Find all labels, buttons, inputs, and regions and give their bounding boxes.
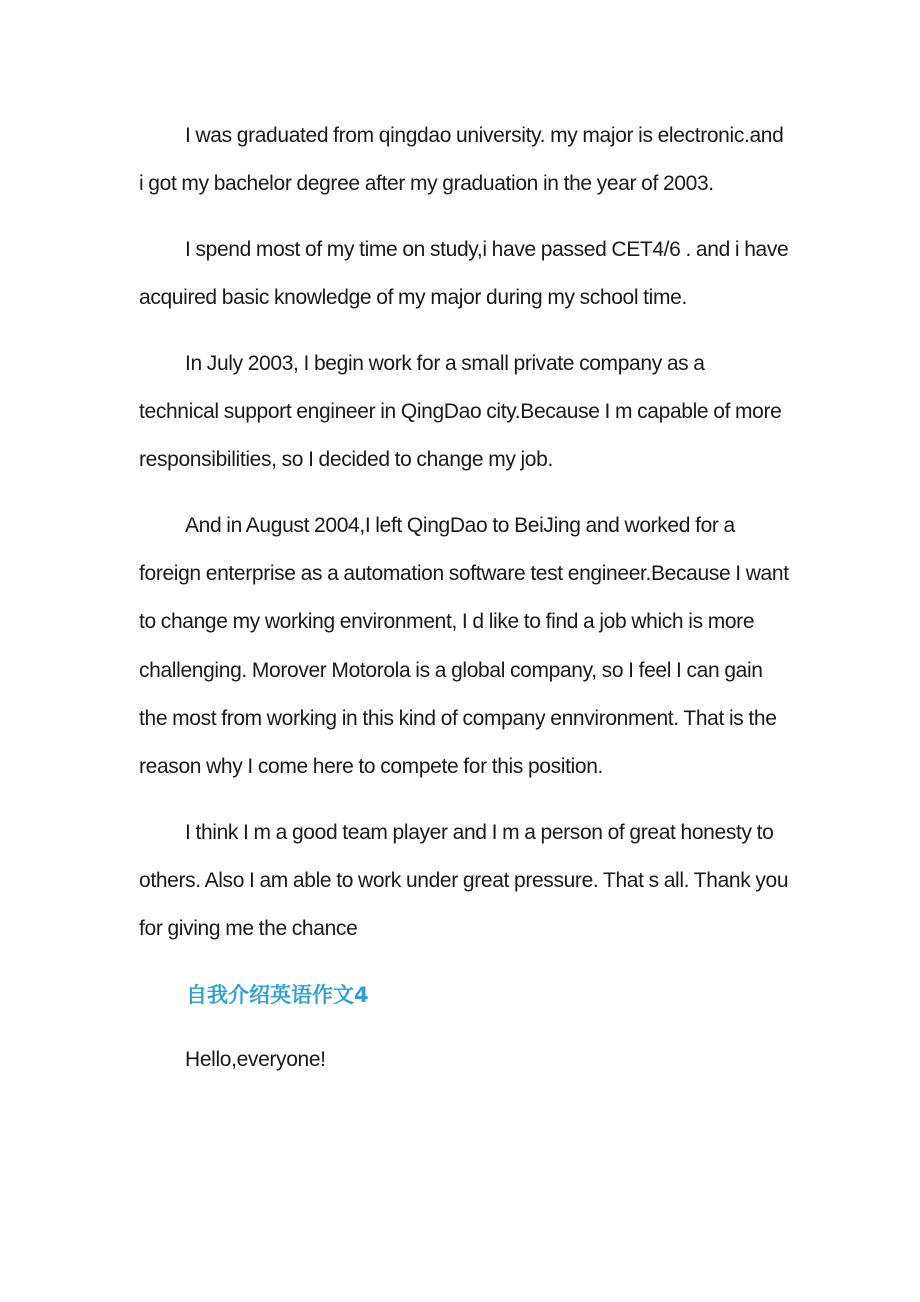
document-body bbox=[139, 112, 789, 1102]
section-heading: 自我介绍英语作文4 bbox=[186, 982, 369, 1007]
paragraph-study: I spend most of my time on study,i have passed CET4/6 . and i have acquired basic knowledge of my major during my school time. bbox=[139, 237, 789, 310]
paragraph-personality: I think I m a good team player and I m a person of great honesty to others. Also I am able to work under great pressure. That s all. Thank you for giving me the chance bbox=[139, 820, 789, 941]
paragraph-greeting: Hello,everyone! bbox=[185, 1047, 326, 1071]
paragraph-first-job: In July 2003, I begin work for a small private company as a technical support engineer in QingDao city.Because I m capable of more responsibilities, so I decided to change my job. bbox=[139, 351, 782, 472]
paragraph-education: I was graduated from qingdao university. my major is electronic.and i got my bachelor degree after my graduation in the year of 2003. bbox=[139, 124, 784, 196]
paragraph-second-job: And in August 2004,I left QingDao to BeiJing and worked for a foreign enterprise as a automation software test engineer.Because I want to change my working environment, I d like to find a job which is more challenging. Morover Motorola is a global company, so I feel I can gain the most from working in this kind of company ennvironment. That is the reason why I come here to compete for this position. bbox=[139, 513, 789, 778]
